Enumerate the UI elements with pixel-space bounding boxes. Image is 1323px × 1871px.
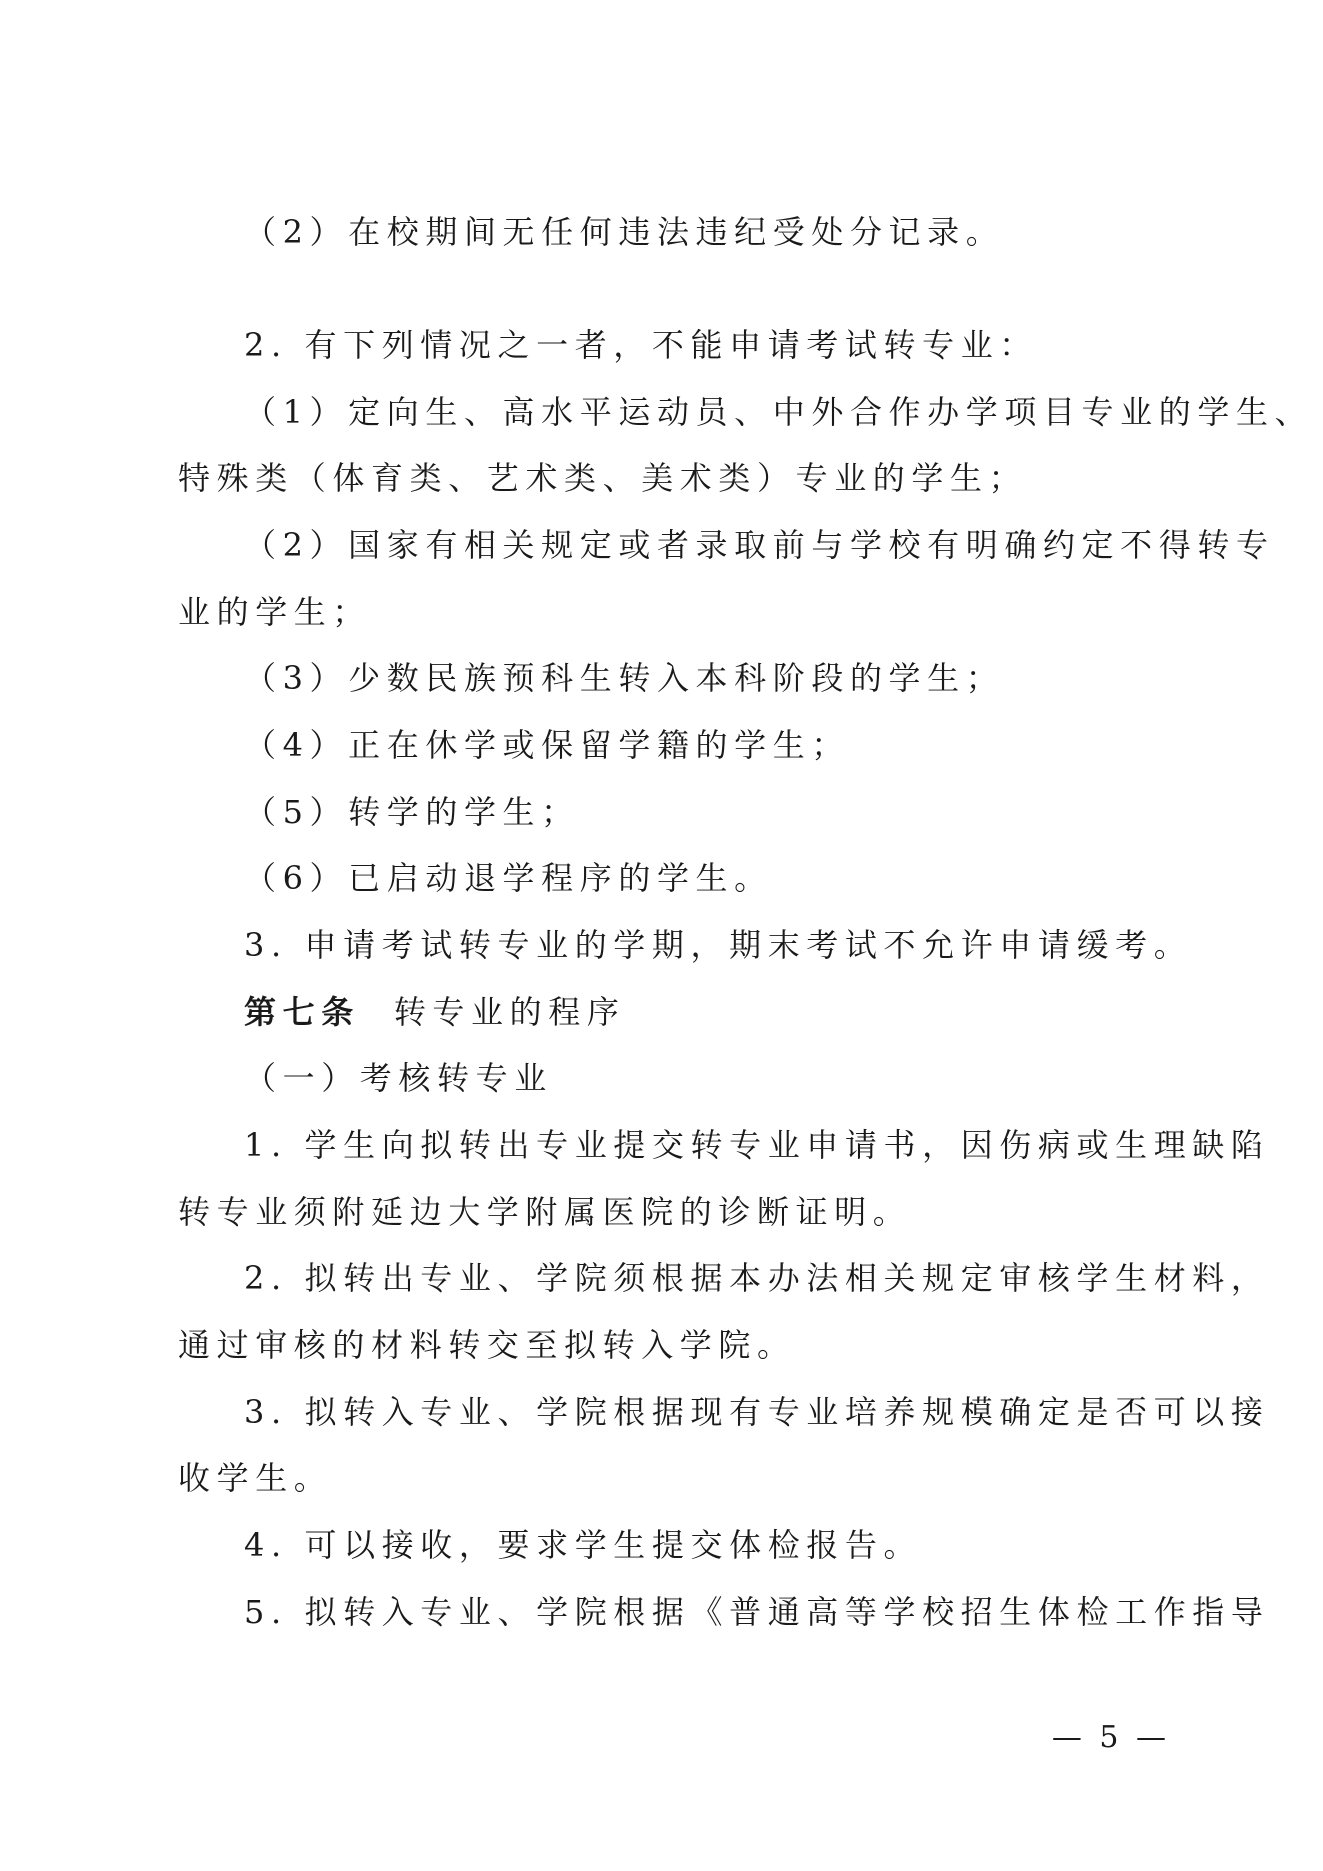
- paragraph-line: （2）国家有相关规定或者录取前与学校有明确约定不得转专: [244, 526, 1275, 564]
- paragraph-line: （3）少数民族预科生转入本科阶段的学生；: [244, 659, 1005, 697]
- paragraph-line: 收学生。: [178, 1459, 333, 1497]
- paragraph-line: 业的学生；: [178, 593, 372, 631]
- paragraph-line: （6）已启动退学程序的学生。: [244, 859, 773, 897]
- paragraph-line: 通过审核的材料转交至拟转入学院。: [178, 1326, 796, 1364]
- paragraph-line: （5）转学的学生；: [244, 793, 580, 831]
- article-heading: [244, 992, 1168, 1032]
- paragraph-line: 1. 学生向拟转出专业提交转专业申请书，因伤病或生理缺陷: [244, 1126, 1270, 1164]
- paragraph-line: （1）定向生、高水平运动员、中外合作办学项目专业的学生、: [244, 393, 1314, 431]
- paragraph-line: 2. 拟转出专业、学院须根据本办法相关规定审核学生材料，: [244, 1259, 1270, 1297]
- article-title: 转专业的程序: [393, 993, 626, 1031]
- paragraph-line: 3. 拟转入专业、学院根据现有专业培养规模确定是否可以接: [244, 1393, 1270, 1431]
- paragraph-line: 特殊类（体育类、艺术类、美术类）专业的学生；: [178, 459, 1028, 497]
- page-number: — 5 —: [1051, 1720, 1170, 1755]
- paragraph-line: 转专业须附延边大学附属医院的诊断证明。: [178, 1193, 912, 1231]
- paragraph-line: 3. 申请考试转专业的学期，期末考试不允许申请缓考。: [244, 926, 1193, 964]
- article-number: 第七条: [244, 993, 360, 1031]
- paragraph-line: 4. 可以接收，要求学生提交体检报告。: [244, 1526, 923, 1564]
- paragraph-line: 5. 拟转入专业、学院根据《普通高等学校招生体检工作指导: [244, 1593, 1270, 1631]
- section-heading: （一）考核转专业: [244, 1059, 553, 1097]
- paragraph-line: （2）在校期间无任何违法违纪受处分记录。: [244, 213, 1005, 251]
- paragraph-line: 2. 有下列情况之一者，不能申请考试转专业：: [244, 326, 1038, 364]
- paragraph-line: （4）正在休学或保留学籍的学生；: [244, 726, 850, 764]
